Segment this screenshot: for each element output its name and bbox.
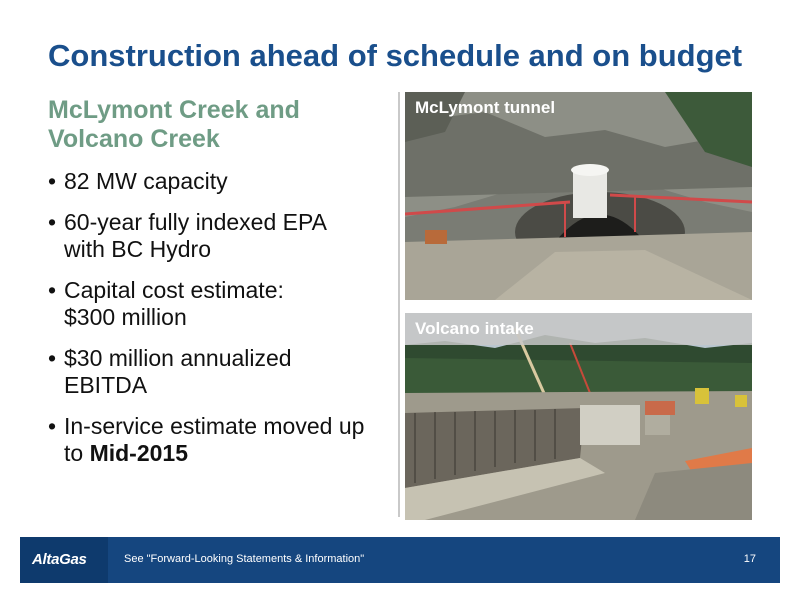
bullet-emphasis: Mid-2015 xyxy=(89,440,189,466)
altagas-logo xyxy=(20,537,108,583)
bullet-dot: • xyxy=(48,345,57,371)
slide-title: Construction ahead of schedule and on budget xyxy=(48,38,743,73)
bullet-text: Capital cost estimate: xyxy=(64,277,284,303)
bullet-dot: • xyxy=(48,209,57,235)
bullet-text: 82 MW capacity xyxy=(64,168,228,194)
intake-photo xyxy=(405,313,752,520)
vertical-divider xyxy=(398,92,400,517)
bullet-text: EBITDA xyxy=(64,372,148,398)
bullet-list xyxy=(48,168,393,481)
intake-caption: Volcano intake xyxy=(415,319,534,338)
bullet-text: In-service estimate moved up xyxy=(64,413,365,439)
intake-photo-image xyxy=(405,313,752,520)
bullet-text: $300 million xyxy=(64,304,187,330)
bullet-dot: • xyxy=(48,277,57,303)
slide-subtitle xyxy=(48,96,368,154)
bullet-dot: • xyxy=(48,168,57,194)
tunnel-photo xyxy=(405,92,752,300)
page-number: 17 xyxy=(743,553,756,565)
logo-text: AltaGas xyxy=(32,551,87,568)
subtitle-line-2: Volcano Creek xyxy=(48,125,220,153)
subtitle-line-1: McLymont Creek and xyxy=(48,96,300,124)
bullet-item xyxy=(48,209,393,263)
bullet-text: $30 million annualized xyxy=(64,345,292,371)
footer-bar xyxy=(20,537,780,583)
bullet-item xyxy=(48,345,393,399)
bullet-text: to xyxy=(64,440,90,466)
bullet-item xyxy=(48,413,393,467)
tunnel-caption: McLymont tunnel xyxy=(415,98,556,117)
bullet-item xyxy=(48,168,393,195)
bullet-item xyxy=(48,277,393,331)
bullet-dot: • xyxy=(48,413,57,439)
bullet-text: 60-year fully indexed EPA xyxy=(64,209,327,235)
bullet-text: with BC Hydro xyxy=(64,236,211,262)
forward-looking-note: See "Forward-Looking Statements & Information" xyxy=(124,553,365,565)
tunnel-photo-image xyxy=(405,92,752,300)
